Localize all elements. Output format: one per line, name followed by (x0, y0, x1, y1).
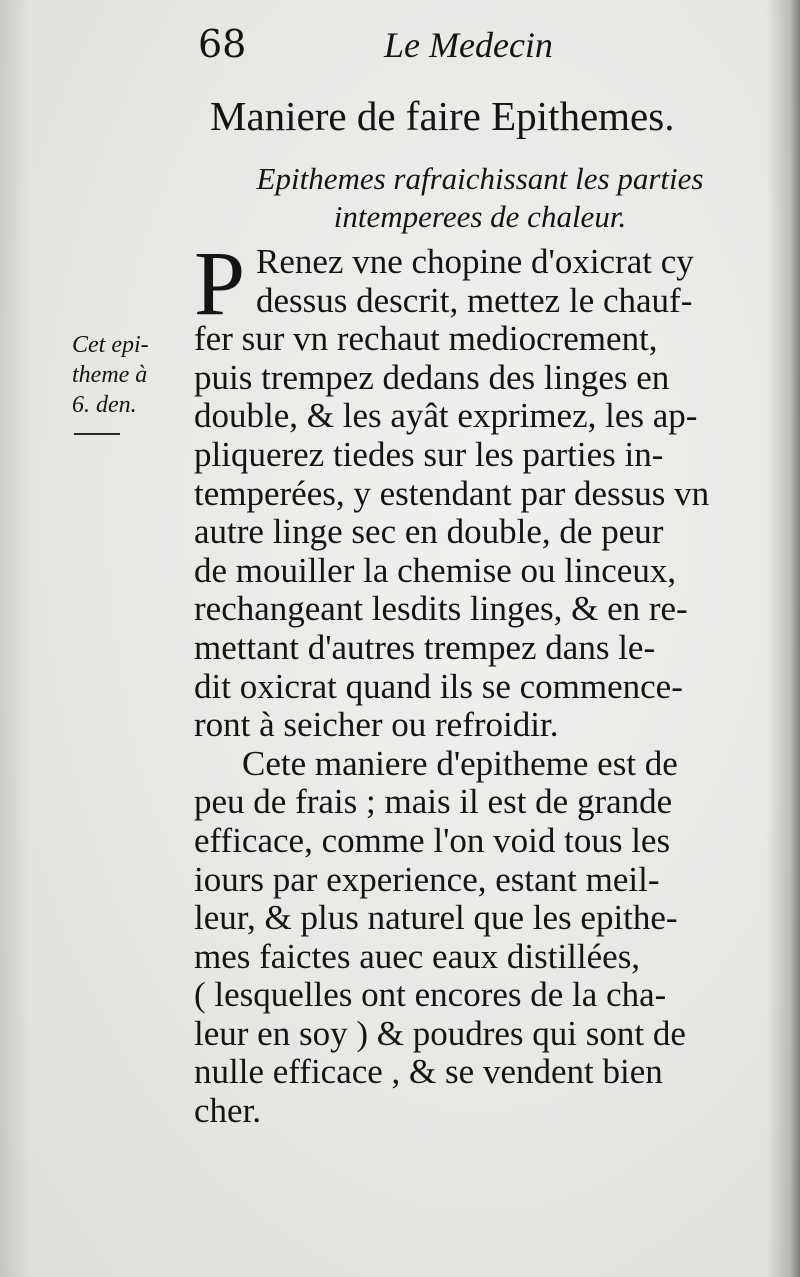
text-line: leur en soy ) & poudres qui sont de (194, 1013, 686, 1053)
text-line: leur, & plus naturel que les epithe- (194, 898, 678, 938)
body-text (194, 232, 766, 1131)
text-line: dit oxicrat quand ils se commence- (194, 666, 683, 706)
margin-note (72, 330, 190, 420)
text-line: double, & les ayât exprimez, les ap- (194, 396, 698, 436)
text-line: ( lesquelles ont encores de la cha- (194, 975, 667, 1015)
text-line: mettant d'autres trempez dans le- (194, 627, 656, 667)
paragraph-1 (194, 232, 766, 745)
subtitle-line: Epithemes rafraichissant les parties (256, 161, 704, 196)
text-line: de mouiller la chemise ou linceux, (194, 550, 677, 590)
text-line: Cete maniere d'epitheme est de (242, 743, 678, 783)
margin-note-line: Cet epi- (72, 332, 149, 358)
text-line: temperées, y estendant par dessus vn (194, 473, 710, 513)
text-line: nulle efficace , & se vendent bien (194, 1052, 663, 1092)
text-line: cher. (194, 1091, 262, 1131)
section-subtitle (200, 160, 760, 236)
text-line: iours par experience, estant meil- (194, 859, 660, 899)
text-line: mes faictes auec eaux distillées, (194, 936, 641, 976)
running-title: Le Medecin (384, 25, 553, 65)
text-line: pliquerez tiedes sur les parties in- (194, 434, 664, 474)
page-gutter-shadow (766, 0, 800, 1277)
margin-note-rule (74, 433, 120, 435)
text-line: puis trempez dedans des linges en (194, 357, 670, 397)
page-left-edge-shading (0, 0, 30, 1277)
text-line: ront à seicher ou refroidir. (194, 705, 559, 745)
paragraph-2 (194, 745, 766, 1131)
running-head (198, 22, 618, 72)
text-line: Renez vne chopine d'oxicrat cy (256, 242, 694, 281)
text-line: efficace, comme l'on void tous les (194, 820, 671, 860)
text-line: rechangeant lesdits linges, & en re- (194, 589, 688, 629)
text-line: peu de frais ; mais il est de grande (194, 782, 673, 822)
text-line: autre linge sec en double, de peur (194, 512, 664, 552)
margin-note-line: theme à (72, 362, 148, 388)
page-number: 68 (198, 22, 247, 66)
drop-cap: P (194, 232, 246, 334)
subtitle-line: intemperees de chaleur. (333, 199, 627, 234)
text-line: dessus descrit, mettez le chauf- (256, 280, 693, 320)
margin-note-line: 6. den. (72, 392, 137, 418)
section-title: Maniere de faire Epithemes. (210, 93, 675, 139)
text-line: fer sur vn rechaut mediocrement, (194, 319, 658, 359)
